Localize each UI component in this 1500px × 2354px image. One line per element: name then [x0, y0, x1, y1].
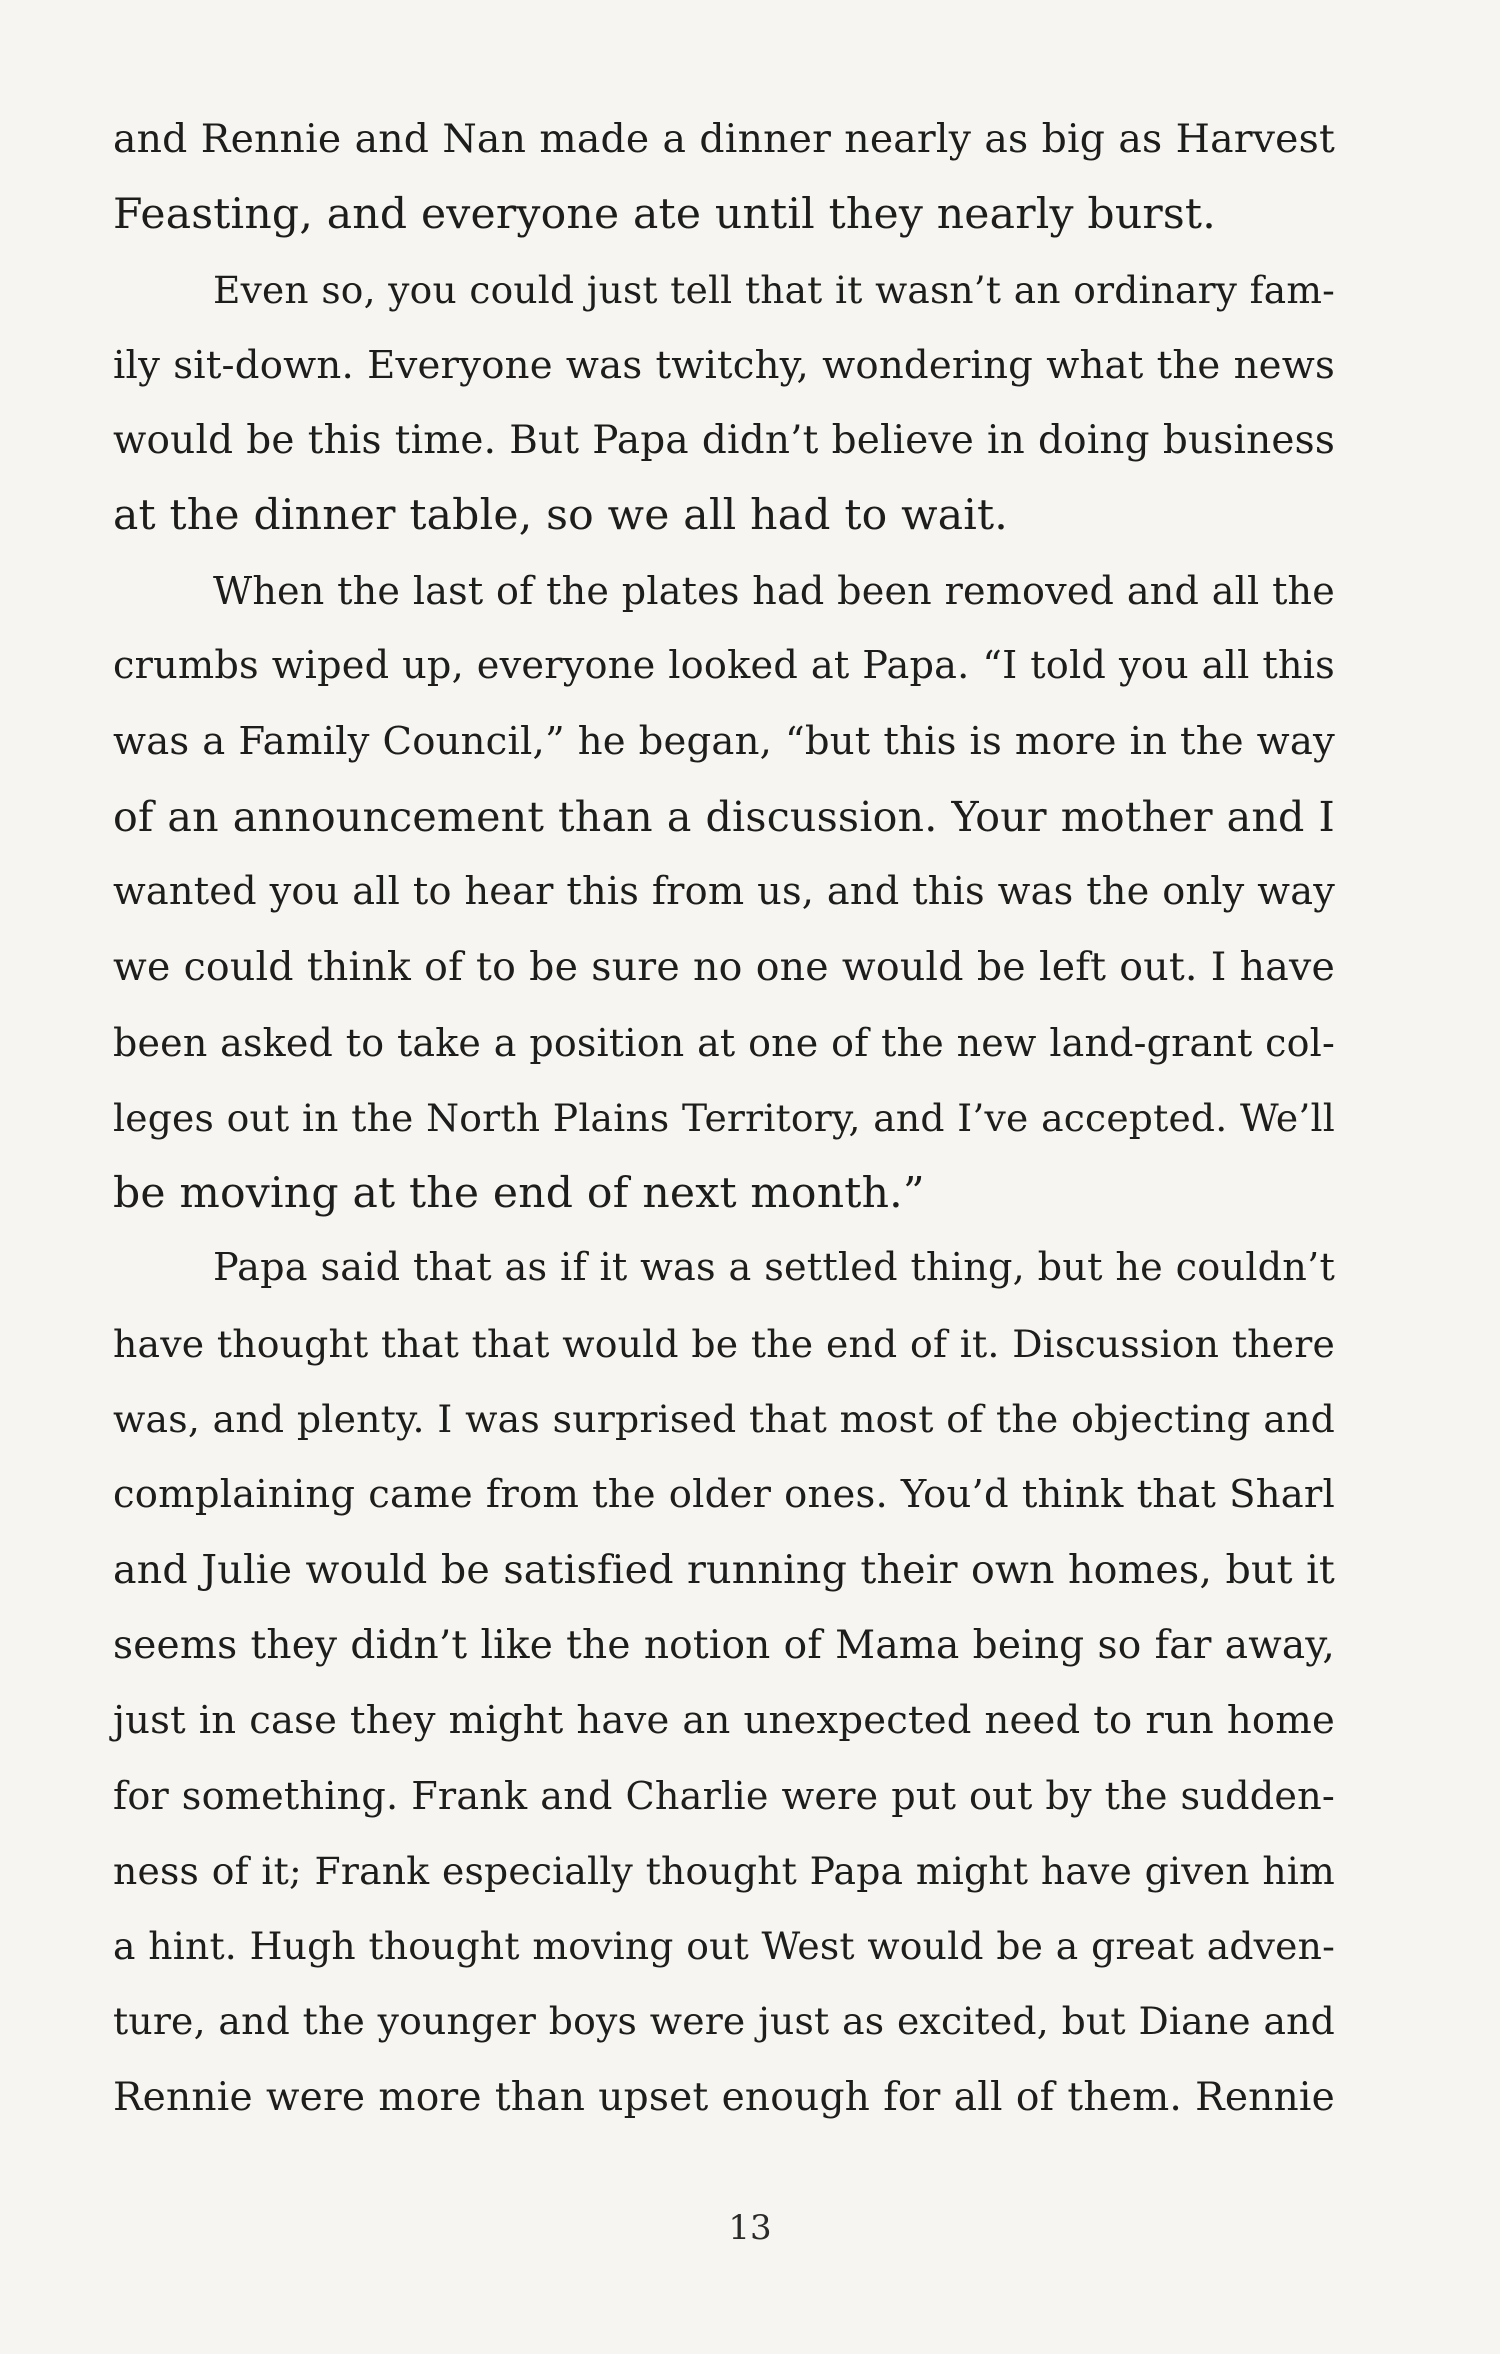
page-number: 13 [728, 2208, 772, 2248]
text-line: a hint. Hugh thought moving out West would be a great adven- [113, 1924, 1335, 1969]
text-line: Even so, you could just tell that it wasn’t an ordinary fam- [213, 267, 1335, 312]
text-line: was, and plenty. I was surprised that most of the objecting and [113, 1397, 1335, 1442]
text-line: have thought that that would be the end of it. Discussion there [113, 1321, 1335, 1366]
text-line: ture, and the younger boys were just as excited, but Diane and [113, 1999, 1335, 2044]
text-line: and Julie would be satisfied running their own homes, but it [113, 1546, 1335, 1593]
text-line: would be this time. But Papa didn’t believe in doing business [113, 418, 1335, 464]
text-line: of an announcement than a discussion. Your mother and I [113, 792, 1335, 841]
text-line: be moving at the end of next month.” [113, 1169, 925, 1219]
text-line: at the dinner table, so we all had to wait. [113, 491, 1009, 541]
text-line: wanted you all to hear this from us, and this was the only way [113, 869, 1335, 914]
body-text [113, 102, 1335, 2135]
text-line: for something. Frank and Charlie were put out by the sudden- [113, 1773, 1335, 1818]
text-line: seems they didn’t like the notion of Mama being so far away, [113, 1622, 1335, 1668]
text-line: When the last of the plates had been removed and all the [213, 568, 1335, 613]
text-line: Papa said that as if it was a settled thing, but he couldn’t [213, 1246, 1335, 1291]
text-line: ness of it; Frank especially thought Papa might have given him [113, 1848, 1335, 1893]
text-line: was a Family Council,” he began, “but this is more in the way [113, 719, 1335, 765]
text-line: just in case they might have an unexpected need to run home [113, 1698, 1335, 1744]
text-line: crumbs wiped up, everyone looked at Papa. “I told you all this [113, 644, 1335, 689]
text-line: Feasting, and everyone ate until they nearly burst. [113, 190, 1216, 240]
text-line: leges out in the North Plains Territory, and I’ve accepted. We’ll [113, 1095, 1335, 1140]
text-line: complaining came from the older ones. You’d think that Sharl [113, 1472, 1335, 1518]
text-line: Rennie were more than upset enough for all of them. Rennie [113, 2074, 1335, 2120]
text-line: ily sit-down. Everyone was twitchy, wondering what the news [113, 342, 1335, 388]
text-line: and Rennie and Nan made a dinner nearly as big as Harvest [113, 117, 1335, 162]
text-line: been asked to take a position at one of the new land-grant col- [113, 1020, 1335, 1065]
text-line: we could think of to be sure no one would be left out. I have [113, 944, 1335, 991]
